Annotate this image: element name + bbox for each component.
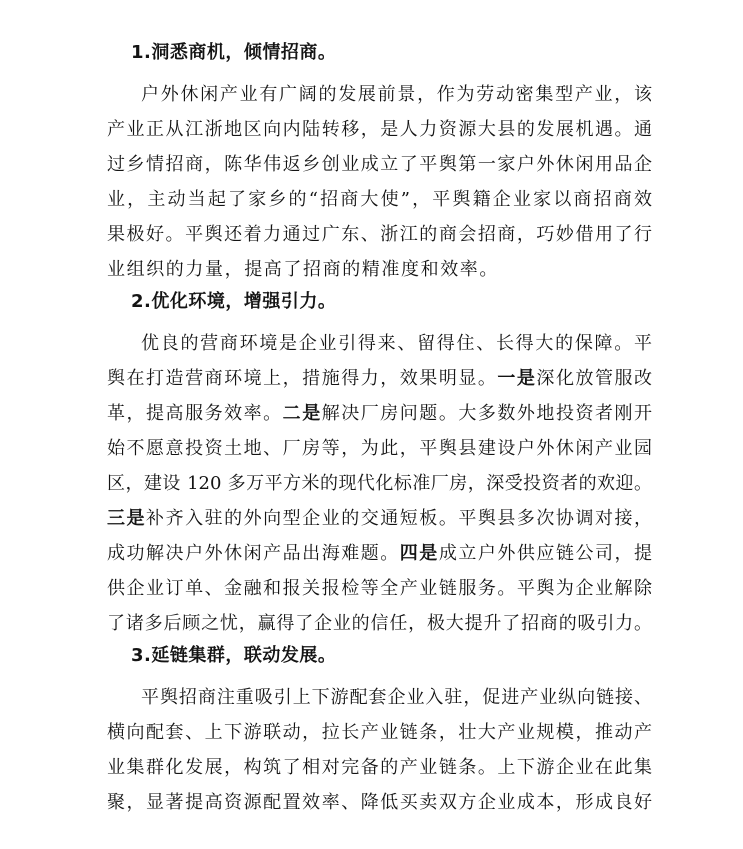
point-one-marker: 一是 bbox=[497, 368, 537, 389]
section-2-line-9: 了诸多后顾之忧，赢得了企业的信任，极大提升了招商的吸引力。 bbox=[107, 613, 652, 634]
point-two-marker: 二是 bbox=[282, 403, 322, 424]
section-1-heading: 1.洞悉商机，倾情招商。 bbox=[131, 42, 337, 63]
section-3-line-3: 业集群化发展，构筑了相对完备的产业链条。上下游企业在此集 bbox=[107, 757, 652, 778]
section-2-line-2-rest: 深化放管服改 bbox=[536, 368, 653, 389]
section-2-line-7-text: 成功解决户外休闲产品出海难题。 bbox=[107, 543, 400, 564]
section-1-line-1: 户外休闲产业有广阔的发展前景，作为劳动密集型产业，该 bbox=[141, 84, 652, 105]
section-1-line-2: 产业正从江浙地区向内陆转移，是人力资源大县的发展机遇。通 bbox=[107, 119, 652, 140]
section-2-line-3 bbox=[107, 399, 652, 429]
section-1-line-3: 过乡情招商，陈华伟返乡创业成立了平舆第一家户外休闲用品企 bbox=[107, 154, 652, 175]
section-2-line-2 bbox=[107, 364, 652, 394]
section-2-line-3-text: 革，提高服务效率。 bbox=[107, 403, 283, 424]
section-2-line-8: 供企业订单、金融和报关报检等全产业链服务。平舆为企业解除 bbox=[107, 578, 652, 599]
section-3-heading: 3.延链集群，联动发展。 bbox=[131, 645, 337, 666]
section-2-line-4: 始不愿意投资土地、厂房等，为此，平舆县建设户外休闲产业园 bbox=[107, 438, 652, 459]
section-2-line-3-rest: 解决厂房问题。大多数外地投资者刚开 bbox=[321, 403, 653, 424]
section-2-line-6 bbox=[107, 504, 652, 534]
point-three-marker: 三是 bbox=[107, 508, 147, 529]
section-2-line-2-text: 舆在打造营商环境上，措施得力，效果明显。 bbox=[107, 368, 498, 389]
section-2-heading: 2.优化环境，增强引力。 bbox=[131, 291, 337, 312]
section-1-line-6: 业组织的力量，提高了招商的精准度和效率。 bbox=[107, 259, 499, 280]
section-1-line-4: 业，主动当起了家乡的“招商大使”，平舆籍企业家以商招商效 bbox=[107, 189, 652, 210]
section-2-line-7-rest: 成立户外供应链公司，提 bbox=[438, 543, 653, 564]
section-3-line-4: 聚，显著提高资源配置效率、降低买卖双方企业成本，形成良好 bbox=[107, 792, 652, 813]
section-2-line-7 bbox=[107, 539, 652, 569]
section-2-line-5: 区，建设 120 多万平方米的现代化标准厂房，深受投资者的欢迎。 bbox=[107, 473, 652, 494]
section-3-line-2: 横向配套、上下游联动，拉长产业链条，壮大产业规模，推动产 bbox=[107, 722, 652, 743]
section-3-line-1: 平舆招商注重吸引上下游配套企业入驻，促进产业纵向链接、 bbox=[141, 687, 652, 708]
section-2-line-1: 优良的营商环境是企业引得来、留得住、长得大的保障。平 bbox=[141, 333, 652, 354]
section-2-line-6-rest: 补齐入驻的外向型企业的交通短板。平舆县多次协调对接， bbox=[146, 508, 653, 529]
section-1-line-5: 果极好。平舆还着力通过广东、浙江的商会招商，巧妙借用了行 bbox=[107, 224, 652, 245]
point-four-marker: 四是 bbox=[399, 543, 439, 564]
